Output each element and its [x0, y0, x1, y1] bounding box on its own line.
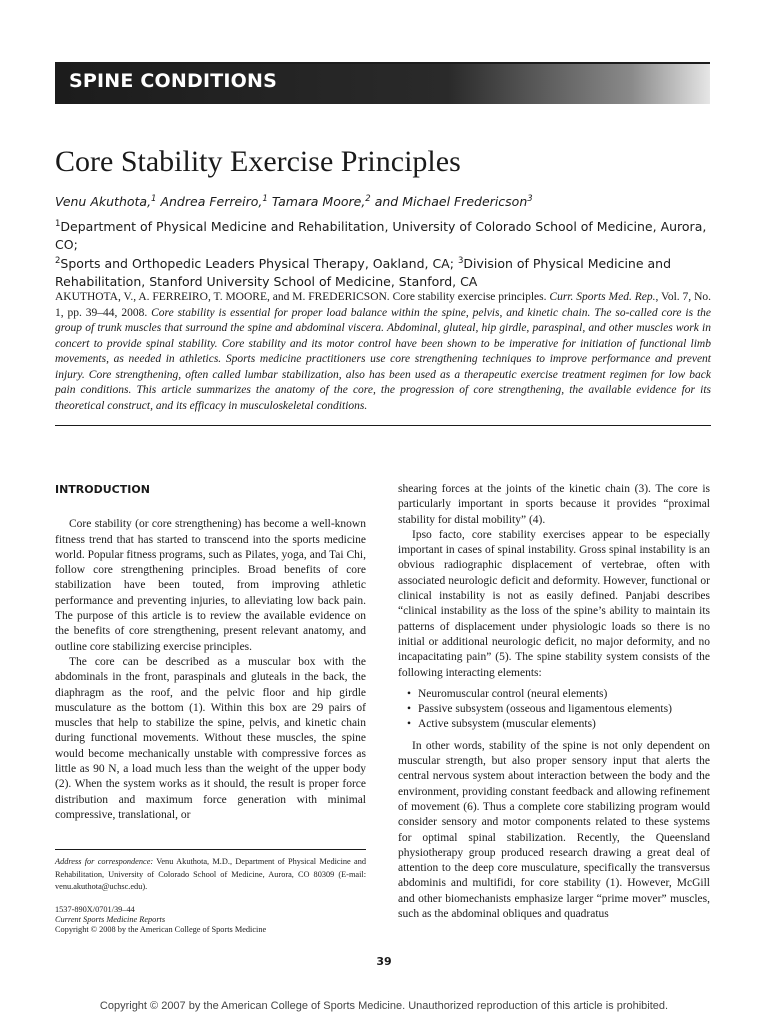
journal-copyright: Copyright © 2008 by the American College of Sports Medicine: [55, 925, 267, 934]
footnote-label: Address for correspondence:: [55, 857, 154, 866]
affiliation-mark: 3: [457, 256, 464, 266]
list-item: • Active subsystem (muscular elements): [418, 717, 710, 732]
list-item: • Passive subsystem (osseous and ligamentous elements): [418, 702, 710, 717]
author-name: Tamara Moore,: [271, 194, 366, 209]
affiliation-3: Division of Physical Medicine and Rehabilitation, Stanford University School of Medicine, Stanford, CA: [55, 256, 672, 289]
abstract-volume: , Vol. 7, No. 1, pp. 39–44, 2008.: [55, 291, 711, 319]
abstract-citation: AKUTHOTA, V., A. FERREIRO, T. MOORE, and M. FREDERICSON. Core stability exercise principles.: [55, 291, 547, 303]
author-affiliation-mark: 2: [365, 194, 371, 204]
section-heading: INTRODUCTION: [55, 483, 150, 496]
author-name: Venu Akuthota,: [55, 194, 152, 209]
affiliation-1: Department of Physical Medicine and Rehabilitation, University of Colorado School of Medicine, Aurora, CO;: [55, 219, 707, 252]
copyright-footer: Copyright © 2007 by the American College of Sports Medicine. Unauthorized reproduction of this article is prohibited.: [99, 1000, 669, 1012]
list-item: • Neuromuscular control (neural elements): [418, 687, 710, 702]
author-affiliation-mark: 1: [151, 194, 157, 204]
paragraph: Ipso facto, core stability exercises appear to be especially important in cases of spinal instability. Gross spinal instability is an obvious radiographic displacement of vertebrae, often with associated neurologic deficit and deformity. However, functional or clinical instability is not as easily defined. Panjabi describes “clinical instability as the loss of the spine’s ability to maintain its patterns of displacement under physiologic loads so there is no initial or additional neurologic deficit, no major deformity, and no incapacitating pain” (5). The spine stability system consists of the following interacting elements:: [398, 528, 710, 679]
abstract-divider: [55, 425, 711, 426]
affiliation-2: Sports and Orthopedic Leaders Physical Therapy, Oakland, CA;: [60, 256, 454, 271]
journal-name: Current Sports Medicine Reports: [55, 915, 166, 924]
footnote-text: Venu Akuthota, M.D., Department of Physical Medicine and Rehabilitation, University of Colorado School of Medicine, Aurora, CO 80309 (E-mail: venu.akuthota@uchsc.edu).: [55, 857, 366, 891]
author-name: Andrea Ferreiro,: [160, 194, 263, 209]
affiliations: [55, 216, 715, 290]
author-affiliation-mark: 1: [262, 194, 268, 204]
right-column: [398, 482, 710, 922]
page-number: 39: [376, 955, 392, 968]
author-list: [55, 194, 715, 209]
author-name: and Michael Fredericson: [374, 194, 528, 209]
affiliation-mark: 2: [55, 256, 61, 266]
article-title: Core Stability Exercise Principles: [55, 145, 461, 178]
left-column: [55, 482, 366, 823]
issn-code: 1537-890X/0701/39–44: [55, 905, 135, 914]
paragraph: shearing forces at the joints of the kinetic chain (3). The core is particularly important in sports because it provides “proximal stability for distal mobility” (4).: [398, 483, 710, 526]
abstract-body: Core stability is essential for proper load balance within the spine, pelvis, and kinetic chain. The so-called core is the group of trunk muscles that surround the spine and abdominal viscera. Abdominal, gluteal, hip girdle, paraspinal, and other muscles work in concert to provide spinal stability. Core stability and its motor control have been shown to be imperative for initiation of functional limb movements, as needed in athletics. Sports medicine practitioners use core strengthening techniques to improve performance and prevent injury. Core strengthening, often called lumbar stabilization, also has been used as a therapeutic exercise treatment regimen for low back pain conditions. This article summarizes the anatomy of the core, the progression of core strengthening, the available evidence for its theoretical construct, and its efficacy in musculoskeletal conditions.: [55, 306, 712, 412]
correspondence-footnote: [55, 856, 366, 894]
section-banner: [55, 64, 710, 104]
section-label: SPINE CONDITIONS: [69, 70, 277, 92]
affiliation-mark: 1: [55, 219, 61, 229]
paragraph: The core can be described as a muscular box with the abdominals in the front, paraspinals and gluteals in the back, the diaphragm as the roof, and the pelvic floor and hip girdle musculature as the bottom (1). Within this box are 29 pairs of muscles that help to stabilize the spine, pelvis, and kinetic chain during functional movements. Without these muscles, the spine would become mechanically unstable with compressive forces as little as 90 N, a load much less than the weight of the upper body (2). When the system works as it should, the result is proper force distribution and maximum force generation with minimal compressive, translational, or: [55, 655, 366, 821]
footnote-divider: [55, 849, 366, 850]
bullet-list: [398, 687, 710, 733]
author-affiliation-mark: 3: [527, 194, 533, 204]
abstract-journal: Curr. Sports Med. Rep.: [549, 291, 656, 303]
paragraph: In other words, stability of the spine is not only dependent on muscular strength, but also proper sensory input that alerts the central nervous system about interaction between the body and the environment, providing constant feedback and allowing refinement of movement (6). Thus a complete core stabilizing program would consider sensory and motor components related to these systems for optimal spinal stabilization. Recently, the Queensland physiotherapy group produced research drawing a great deal of attention to the deep core musculature, specifically the transversus abdominis and multifidi, for core stability (1). However, McGill and other biomechanists emphasize larger “prime mover” muscles, such as the abdominal obliques and quadratus: [398, 739, 710, 921]
abstract: [55, 290, 711, 414]
paragraph: Core stability (or core strengthening) has become a well-known fitness trend that has started to transcend into the sports medicine world. Popular fitness programs, such as Pilates, yoga, and Tai Chi, follow core strengthening principles. Broad benefits of core stabilization have been touted, from improving athletic performance and preventing injuries, to alleviating low back pain. The purpose of this article is to review the available evidence on the benefits of core strengthening, present relevant anatomy, and outline core stabilizing exercise principles.: [55, 518, 366, 653]
article-identifiers: [55, 905, 366, 935]
